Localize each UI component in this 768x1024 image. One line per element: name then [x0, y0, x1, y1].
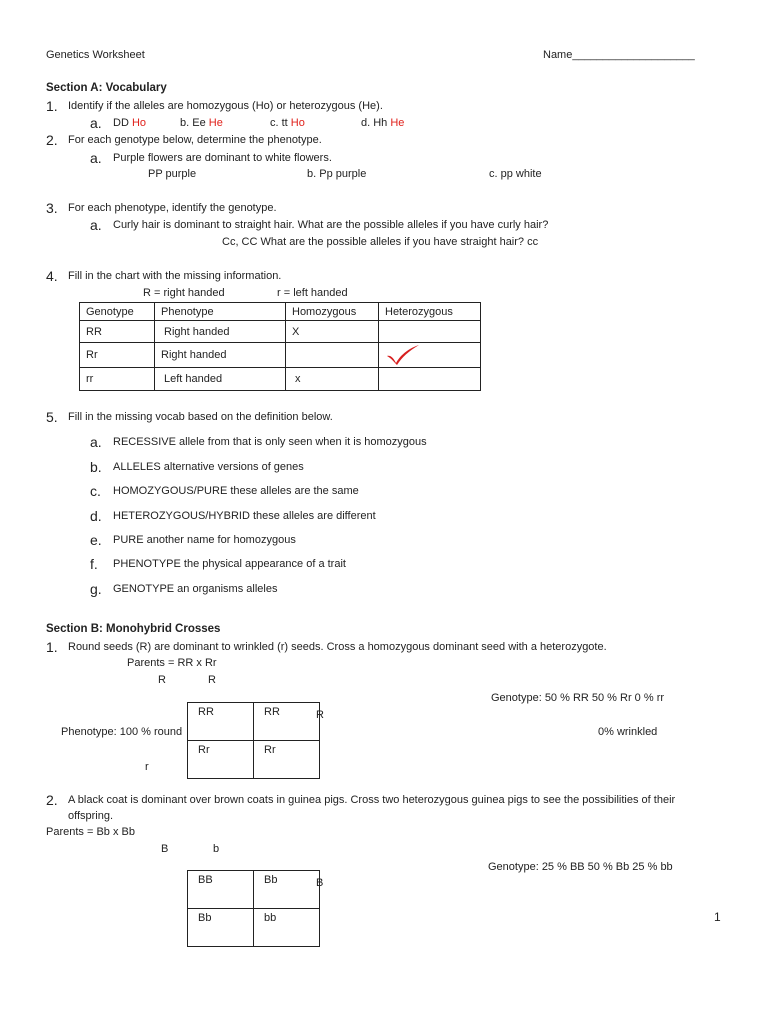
- b-q1-parents: Parents = RR x Rr: [127, 657, 217, 669]
- q3-answer: Cc, CC What are the possible alleles if you have straight hair? cc: [222, 236, 539, 248]
- q5-item: PURE another name for homozygous: [113, 534, 296, 546]
- q1-d-answer: He: [390, 117, 405, 129]
- q4-number: 4.: [46, 268, 58, 284]
- worksheet-title: Genetics Worksheet: [46, 49, 145, 61]
- q1-d-label: d. Hh: [361, 117, 388, 129]
- b-q2-genotype: Genotype: 25 % BB 50 % Bb 25 % bb: [488, 861, 673, 873]
- punnett-cell: BB: [188, 871, 254, 909]
- b-q2-parents: Parents = Bb x Bb: [46, 826, 135, 838]
- b-q1-genotype: Genotype: 50 % RR 50 % Rr 0 % rr: [491, 692, 665, 704]
- table-cell: rr: [80, 368, 155, 391]
- q1-d: [361, 117, 404, 129]
- q1-c-answer: Ho: [290, 117, 305, 129]
- table-header-heterozygous: Heterozygous: [379, 303, 481, 321]
- q1-a-letter: a.: [90, 115, 102, 131]
- b-q2-top-allele-1: B: [161, 843, 169, 855]
- q5-item: ALLELES alternative versions of genes: [113, 461, 304, 473]
- b-q2-number: 2.: [46, 792, 58, 808]
- q1-b: [180, 117, 223, 129]
- b-q2-side-allele-1: B: [316, 877, 324, 889]
- q5-number: 5.: [46, 409, 58, 425]
- q4-text: Fill in the chart with the missing information.: [68, 270, 282, 282]
- q1-a: [113, 117, 146, 129]
- q2-answer-pp-white: c. pp white: [489, 168, 542, 180]
- q5-letter: d.: [90, 508, 102, 524]
- name-field[interactable]: Name____________________: [543, 49, 695, 61]
- q1-number: 1.: [46, 98, 58, 114]
- q5-letter: g.: [90, 581, 102, 597]
- q1-a-answer: Ho: [131, 117, 147, 129]
- q2-answer-pp-hetero: b. Pp purple: [307, 168, 367, 180]
- section-a-heading: Section A: Vocabulary: [46, 82, 167, 94]
- punnett-cell: Bb: [188, 909, 254, 947]
- q1-a-label: DD: [113, 117, 129, 129]
- punnett-cell: RR: [188, 703, 254, 741]
- q1-c: [270, 117, 305, 129]
- q3-a-text: Curly hair is dominant to straight hair. What are the possible alleles if you have curly hair?: [113, 219, 549, 231]
- table-cell-check: [379, 343, 481, 368]
- punnett-square-1: [187, 702, 320, 779]
- q5-letter: a.: [90, 434, 102, 450]
- table-row: [80, 368, 481, 391]
- b-q1-top-allele-1: R: [158, 674, 166, 686]
- q1-b-answer: He: [208, 117, 223, 129]
- page-number: 1: [714, 910, 721, 924]
- b-q1-side-allele-2: r: [145, 761, 149, 773]
- q5-letter: c.: [90, 483, 101, 499]
- punnett-square-2: [187, 870, 320, 947]
- red-checkmark-icon: [385, 344, 421, 366]
- table-header-homozygous: Homozygous: [286, 303, 379, 321]
- q5-item: GENOTYPE an organisms alleles: [113, 583, 278, 595]
- table-cell: RR: [80, 321, 155, 343]
- b-q1-phenotype: Phenotype: 100 % round: [61, 726, 183, 738]
- punnett-cell: Bb: [254, 871, 320, 909]
- q2-number: 2.: [46, 132, 58, 148]
- table-cell: [379, 321, 481, 343]
- q5-item: HETEROZYGOUS/HYBRID these alleles are different: [113, 510, 376, 522]
- q5-item: PHENOTYPE the physical appearance of a trait: [113, 558, 346, 570]
- b-q2-text-line1: A black coat is dominant over brown coats in guinea pigs. Cross two heterozygous guinea pigs to see the possibilities of their: [68, 794, 676, 806]
- q5-letter: f.: [90, 556, 98, 572]
- q2-a-text: Purple flowers are dominant to white flowers.: [113, 152, 332, 164]
- q5-letter: b.: [90, 459, 102, 475]
- b-q1-text: Round seeds (R) are dominant to wrinkled (r) seeds. Cross a homozygous dominant seed with a heterozygote.: [68, 641, 607, 653]
- table-row: [80, 321, 481, 343]
- q3-number: 3.: [46, 200, 58, 216]
- b-q1-side-allele-1: R: [316, 709, 324, 721]
- b-q1-top-allele-2: R: [208, 674, 216, 686]
- q2-a-letter: a.: [90, 150, 102, 166]
- table-cell: [286, 343, 379, 368]
- key-left-handed: r = left handed: [277, 287, 348, 299]
- punnett-cell: Rr: [188, 741, 254, 779]
- q5-item: RECESSIVE allele from that is only seen when it is homozygous: [113, 436, 427, 448]
- q5-item: HOMOZYGOUS/PURE these alleles are the same: [113, 485, 359, 497]
- b-q2-top-allele-2: b: [213, 843, 220, 855]
- key-right-handed: R = right handed: [143, 287, 225, 299]
- q3-text: For each phenotype, identify the genotype.: [68, 202, 277, 214]
- q1-text: Identify if the alleles are homozygous (Ho) or heterozygous (He).: [68, 100, 383, 112]
- table-cell: Right handed: [155, 343, 286, 368]
- punnett-cell: RR: [254, 703, 320, 741]
- table-cell: Left handed: [155, 368, 286, 391]
- table-cell: x: [286, 368, 379, 391]
- punnett-cell: Rr: [254, 741, 320, 779]
- q5-text: Fill in the missing vocab based on the definition below.: [68, 411, 333, 423]
- table-cell: X: [286, 321, 379, 343]
- table-row: [80, 343, 481, 368]
- q1-c-label: c. tt: [270, 117, 288, 129]
- b-q1-wrinkled: 0% wrinkled: [598, 726, 658, 738]
- q3-a-letter: a.: [90, 217, 102, 233]
- b-q1-number: 1.: [46, 639, 58, 655]
- punnett-cell: bb: [254, 909, 320, 947]
- q2-answer-pp: PP purple: [148, 168, 197, 180]
- table-cell: Right handed: [155, 321, 286, 343]
- section-b-heading: Section B: Monohybrid Crosses: [46, 623, 221, 635]
- table-cell: [379, 368, 481, 391]
- q5-letter: e.: [90, 532, 102, 548]
- table-header-phenotype: Phenotype: [155, 303, 286, 321]
- handedness-table: [79, 302, 481, 391]
- b-q2-text-line2: offspring.: [68, 810, 114, 822]
- table-cell: Rr: [80, 343, 155, 368]
- table-header-genotype: Genotype: [80, 303, 155, 321]
- q1-b-label: b. Ee: [180, 117, 206, 129]
- q2-text: For each genotype below, determine the phenotype.: [68, 134, 322, 146]
